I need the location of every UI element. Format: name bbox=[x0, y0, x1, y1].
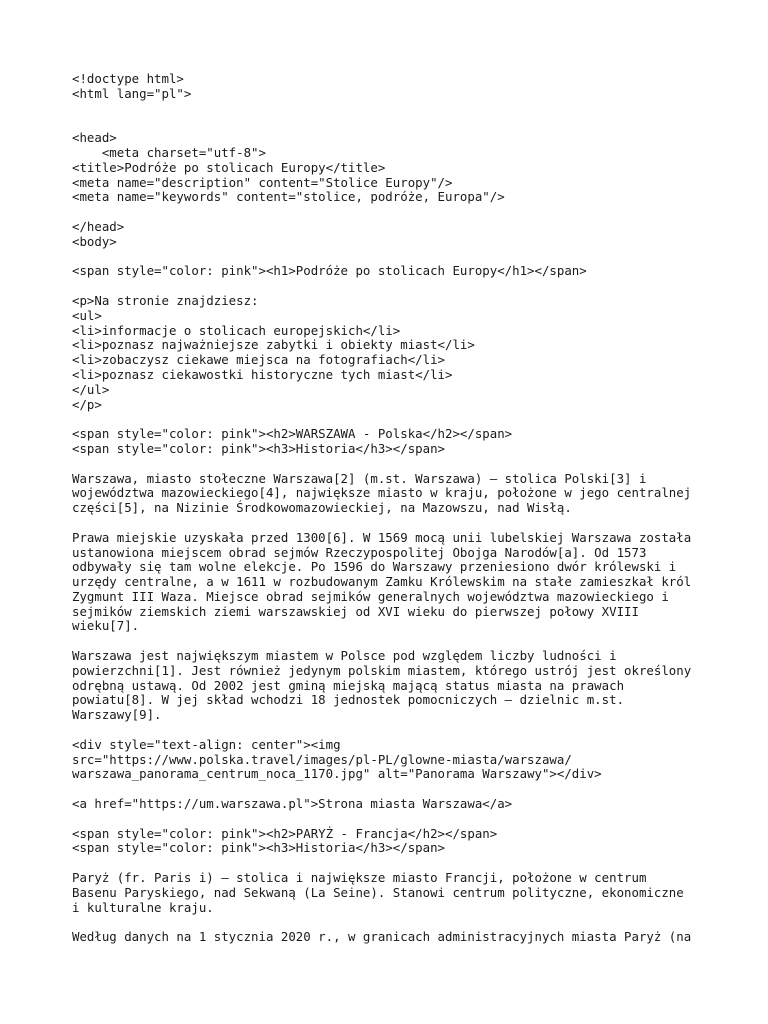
blank-line bbox=[72, 915, 712, 930]
text-line: Według danych na 1 stycznia 2020 r., w granicach administracyjnych miasta Paryż (na bbox=[72, 929, 692, 945]
text-line: <span style="color: pink"><h2>PARYŻ - Francja</h2></span> bbox=[72, 825, 498, 841]
blank-line bbox=[72, 812, 712, 827]
text-line: <span style="color: pink"><h3>Historia</h3></span> bbox=[72, 840, 445, 856]
text-line: odbywały się tam wolne elekcje. Po 1596 do Warszawy przeniesiono dwór królewski i bbox=[72, 559, 677, 575]
text-line: Warszawa, miasto stołeczne Warszawa[2] (m.st. Warszawa) – stolica Polski[3] i bbox=[72, 470, 647, 486]
blank-line bbox=[72, 279, 712, 294]
text-line: Prawa miejskie uzyskała przed 1300[6]. W 1569 mocą unii lubelskiej Warszawa została bbox=[72, 529, 692, 545]
text-line: <div style="text-align: center"><img bbox=[72, 736, 341, 752]
text-line: wieku[7]. bbox=[72, 618, 140, 634]
text-line: </ul> bbox=[72, 381, 110, 397]
text-line: <span style="color: pink"><h1>Podróże po stolicach Europy</h1></span> bbox=[72, 263, 587, 279]
text-line: Warszawy[9]. bbox=[72, 707, 162, 723]
blank-line bbox=[72, 412, 712, 427]
text-line: Warszawa jest największym miastem w Polsce pod względem liczby ludności i bbox=[72, 648, 617, 664]
text-line: powierzchni[1]. Jest również jedynym polskim miastem, którego ustrój jest określony bbox=[72, 662, 692, 678]
text-line: <li>zobaczysz ciekawe miejsca na fotografiach</li> bbox=[72, 352, 445, 368]
blank-line bbox=[72, 457, 712, 472]
blank-line bbox=[72, 634, 712, 649]
text-line: województwa mazowieckiego[4], największe miasto w kraju, położone w jego centralnej bbox=[72, 485, 692, 501]
text-line: <body> bbox=[72, 233, 117, 249]
text-line: <meta name="description" content="Stolice Europy"/> bbox=[72, 174, 453, 190]
text-line: Basenu Paryskiego, nad Sekwaną (La Seine). Stanowi centrum polityczne, ekonomiczne bbox=[72, 884, 684, 900]
blank-line bbox=[72, 856, 712, 871]
text-line: <title>Podróże po stolicach Europy</title> bbox=[72, 159, 386, 175]
blank-line bbox=[72, 102, 712, 117]
text-line: src="https://www.polska.travel/images/pl-PL/glowne-miasta/warszawa/ bbox=[72, 751, 572, 767]
text-line: <head> bbox=[72, 130, 117, 146]
text-line: sejmików ziemskich ziemi warszawskiej od XVI wieku do pierwszej połowy XVIII bbox=[72, 603, 639, 619]
text-line: </p> bbox=[72, 396, 102, 412]
blank-line bbox=[72, 782, 712, 797]
text-line: <span style="color: pink"><h3>Historia</h3></span> bbox=[72, 440, 445, 456]
text-line: <li>poznasz najważniejsze zabytki i obiekty miast</li> bbox=[72, 337, 475, 353]
blank-line bbox=[72, 516, 712, 531]
text-line: Paryż (fr. Paris i) – stolica i największe miasto Francji, położone w centrum bbox=[72, 870, 647, 886]
text-line: odrębną ustawą. Od 2002 jest gminą miejską mającą status miasta na prawach bbox=[72, 677, 625, 693]
text-line: <a href="https://um.warszawa.pl">Strona miasta Warszawa</a> bbox=[72, 796, 513, 812]
text-line: <html lang="pl"> bbox=[72, 85, 192, 101]
text-line: powiatu[8]. W jej skład wchodzi 18 jednostek pomocniczych – dzielnic m.st. bbox=[72, 692, 625, 708]
text-line: <li>informacje o stolicach europejskich</li> bbox=[72, 322, 401, 338]
blank-line bbox=[72, 723, 712, 738]
text-line: ustanowiona miejscem obrad sejmów Rzeczypospolitej Obojga Narodów[a]. Od 1573 bbox=[72, 544, 647, 560]
text-line: <!doctype html> bbox=[72, 71, 184, 86]
text-line: </head> bbox=[72, 218, 125, 234]
text-line: i kulturalne kraju. bbox=[72, 899, 214, 915]
text-line: warszawa_panorama_centrum_noca_1170.jpg" alt="Panorama Warszawy"></div> bbox=[72, 766, 602, 782]
text-line: urzędy centralne, a w 1611 w rozbudowanym Zamku Królewskim na stałe zamieszkał król bbox=[72, 574, 692, 590]
blank-line bbox=[72, 205, 712, 220]
blank-line bbox=[72, 116, 712, 131]
blank-line bbox=[72, 250, 712, 265]
text-line: <span style="color: pink"><h2>WARSZAWA - Polska</h2></span> bbox=[72, 426, 513, 442]
text-line: Zygmunt III Waza. Miejsce obrad sejmików generalnych województwa mazowieckiego i bbox=[72, 588, 669, 604]
document-page bbox=[72, 72, 712, 945]
text-line: części[5], na Nizinie Środkowomazowieckiej, na Mazowszu, nad Wisłą. bbox=[72, 500, 572, 516]
text-line: <p>Na stronie znajdziesz: bbox=[72, 292, 259, 308]
text-line: <meta charset="utf-8"> bbox=[72, 144, 266, 160]
text-line: <ul> bbox=[72, 307, 102, 323]
text-line: <meta name="keywords" content="stolice, podróże, Europa"/> bbox=[72, 189, 505, 205]
text-line: <li>poznasz ciekawostki historyczne tych miast</li> bbox=[72, 366, 453, 382]
